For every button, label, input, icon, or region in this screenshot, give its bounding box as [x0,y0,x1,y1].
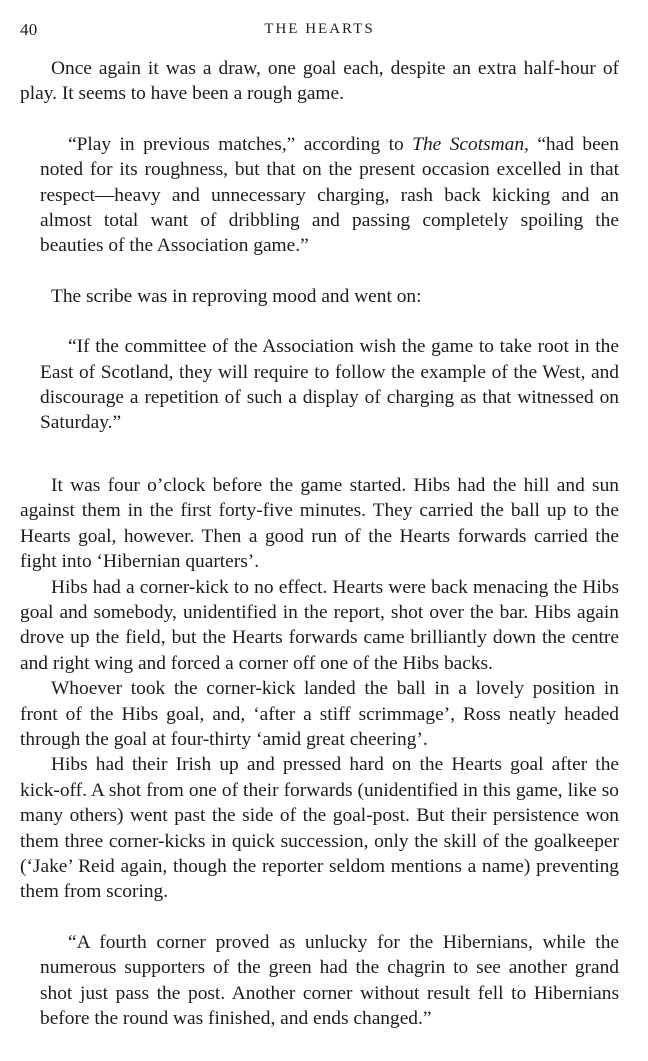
paragraph-rough-game: Once again it was a draw, one goal each, despite an extra half-hour of play. It seems to have been a rough game. [20,58,619,105]
quote-scotsman-lead: “Play in previous matches,” according to [68,133,413,155]
paragraph-kickoff: It was four o’clock before the game started. Hibs had the hill and sun against them in the first forty-five minutes. They carried the ball up to the Hearts goal, however. Then a good run of the Hearts forwards carried the fight into ‘Hibernian quarters’. [20,474,619,573]
running-head [20,0,619,39]
quote-fourth-corner: “A fourth corner proved as unlucky for the Hibernians, while the numerous supporters of the green had the chagrin to see another grand shot just pass the post. Another corner without result fell to Hibernians before the round was finished, and ends changed.” [40,931,619,1029]
paragraph-scribe: The scribe was in reproving mood and went on: [51,285,422,307]
quote-committee: “If the committee of the Association wish the game to take root in the East of Scotland, they will require to follow the example of the West, and discourage a repetition of such a display of charging as that witnessed on Saturday.” [40,336,619,434]
paragraph-hibs-pressure: Hibs had their Irish up and pressed hard on the Hearts goal after the kick-off. A shot from one of their forwards (unidentified in this game, like so many others) went past the side of the goal-post. But their persistence won them three corner-kicks in quick succession, only the skill of the goalkeeper (‘Jake’ Reid again, though the reporter seldom mentions a name) preventing them from scoring. [20,754,619,903]
body-text [20,56,619,1031]
paragraph-ross-goal: Whoever took the corner-kick landed the ball in a lovely position in front of the Hibs goal, and, ‘after a stiff scrimmage’, Ross neatly headed through the goal at four-thirty ‘amid great cheering’. [20,678,619,750]
running-title: THE HEARTS [264,21,375,37]
page-number: 40 [20,20,38,39]
quote-scotsman [20,132,619,259]
newspaper-title: The Scotsman [412,133,525,155]
quote-scotsman-rest: , “had been noted for its roughness, but that on the present occasion excelled in that respect—heavy and unnecessary charging, rash back kicking and an almost total want of dribbling and passing completely spoiling the beauties of the Association game.” [40,133,619,257]
paragraph-corner-kick: Hibs had a corner-kick to no effect. Hearts were back menacing the Hibs goal and somebody, unidentified in the report, shot over the bar. Hibs again drove up the field, but the Hearts forwards came brilliantly down the centre and right wing and forced a corner off one of the Hibs backs. [20,576,619,674]
